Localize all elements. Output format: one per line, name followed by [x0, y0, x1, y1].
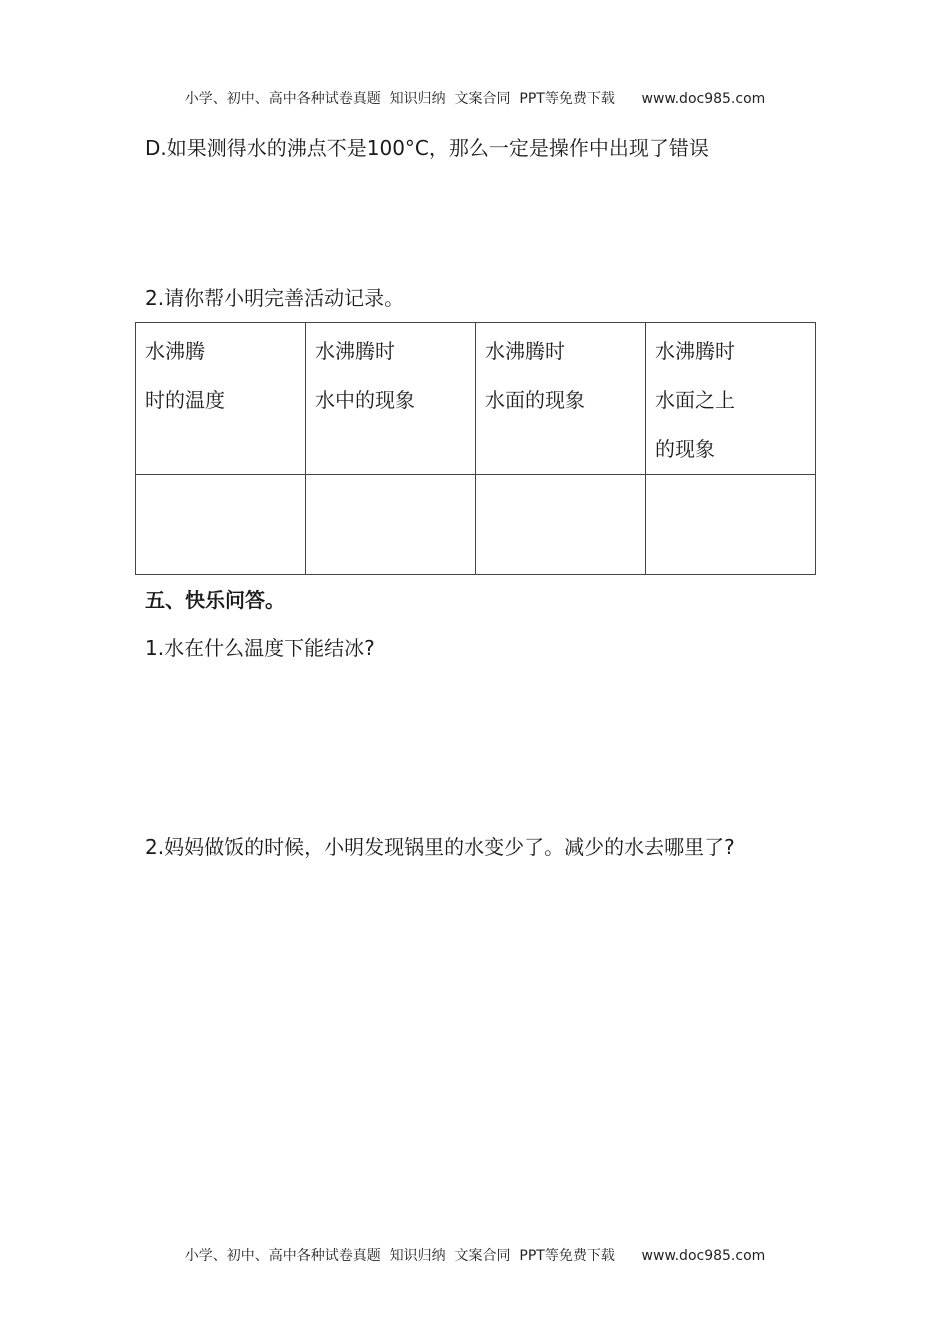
header-line: 水沸腾: [145, 339, 205, 363]
section-5-question-1: 1.水在什么温度下能结冰?: [145, 636, 375, 660]
answer-cell: [306, 475, 476, 575]
header-line: 水面之上: [655, 388, 735, 412]
activity-record-table: [135, 322, 816, 575]
table-header-row: [136, 323, 816, 475]
table-header-cell: [306, 323, 476, 475]
header-line: 水沸腾时: [485, 339, 565, 363]
table-header-cell: [136, 323, 306, 475]
option-d: D.如果测得水的沸点不是100°C，那么一定是操作中出现了错误: [145, 136, 709, 160]
question-2: 2.请你帮小明完善活动记录。: [145, 286, 405, 310]
header-line: 水中的现象: [315, 388, 415, 412]
header-line: 水沸腾时: [655, 339, 735, 363]
header-line: 水沸腾时: [315, 339, 395, 363]
table-header-cell: [646, 323, 816, 475]
answer-cell: [136, 475, 306, 575]
page-footer: 小学、初中、高中各种试卷真题 知识归纳 文案合同 PPT等免费下载 www.doc985.com: [184, 1248, 766, 1264]
header-line: 水面的现象: [485, 388, 585, 412]
answer-cell: [646, 475, 816, 575]
section-5-question-2: 2.妈妈做饭的时候，小明发现锅里的水变少了。减少的水去哪里了?: [145, 835, 735, 859]
table-answer-row: [136, 475, 816, 575]
answer-cell: [476, 475, 646, 575]
table-header-cell: [476, 323, 646, 475]
page-header: 小学、初中、高中各种试卷真题 知识归纳 文案合同 PPT等免费下载 www.doc985.com: [184, 91, 766, 107]
header-line: 时的温度: [145, 388, 225, 412]
header-line: 的现象: [655, 437, 715, 461]
section-5-title: 五、快乐问答。: [145, 588, 285, 612]
